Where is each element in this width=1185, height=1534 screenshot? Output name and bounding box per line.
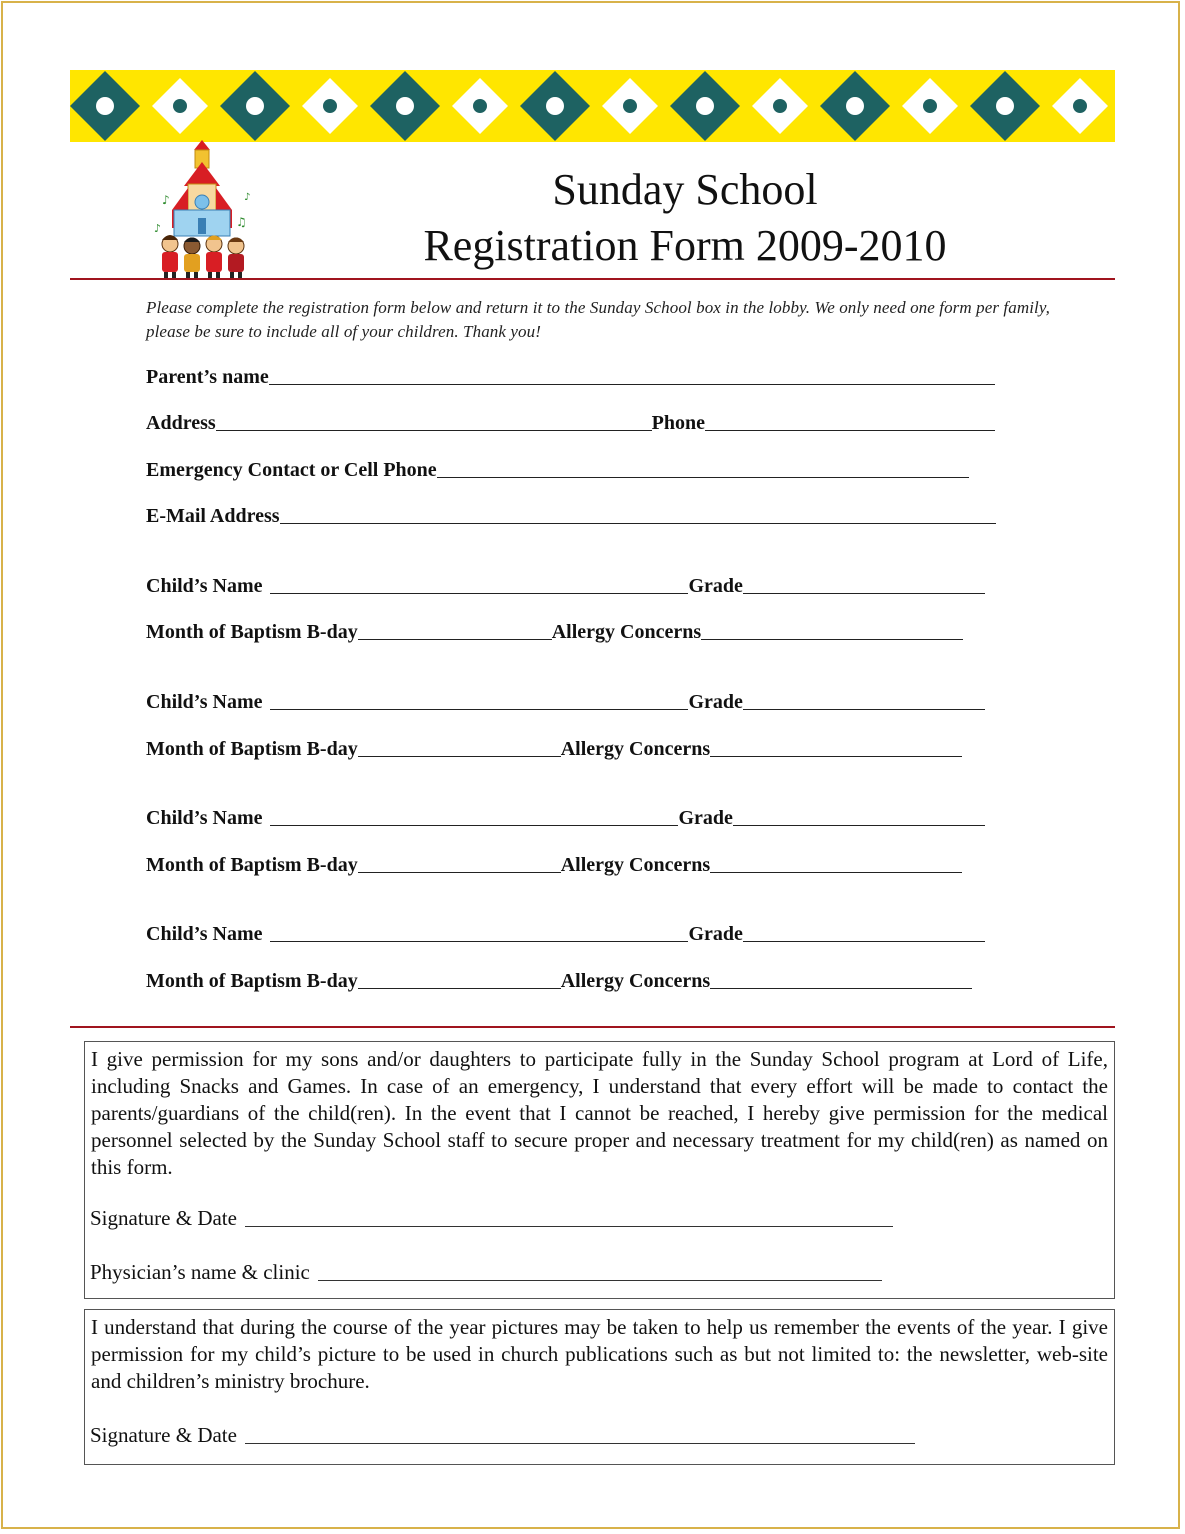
diamond-dot: [396, 97, 414, 115]
allergy-line[interactable]: [710, 872, 962, 873]
diamond-dot: [96, 97, 114, 115]
allergy-label: Allergy Concerns: [551, 621, 702, 643]
svg-text:♪: ♪: [154, 222, 162, 235]
church-with-children-clipart: [148, 140, 256, 278]
physician-label: Physician’s name & clinic: [90, 1260, 310, 1284]
child-3-name-grade: [146, 803, 985, 829]
grade-line[interactable]: [743, 941, 985, 942]
address-label: Address: [146, 412, 216, 434]
emergency-contact-label: Emergency Contact or Cell Phone: [146, 459, 437, 481]
child-name-line[interactable]: [270, 941, 688, 942]
allergy-line[interactable]: [710, 756, 962, 757]
address-line[interactable]: [216, 430, 652, 431]
section-divider: [70, 1026, 1115, 1028]
diamond-dot: [623, 99, 637, 113]
allergy-line[interactable]: [710, 988, 972, 989]
title-line-2: Registration Form 2009-2010: [423, 221, 947, 270]
signature-date-label: Signature & Date: [90, 1206, 237, 1230]
diamond-dot: [996, 97, 1014, 115]
child-4-baptism-allergy: [146, 966, 972, 992]
diamond-dot: [323, 99, 337, 113]
physician-line[interactable]: [318, 1280, 882, 1281]
intro-text: Please complete the registration form below and return it to the Sunday School box in the lobby. We only need one form per family, please be sure to include all of your children. Thank you!: [146, 298, 1050, 341]
baptism-label: Month of Baptism B-day: [146, 738, 358, 760]
allergy-label: Allergy Concerns: [560, 854, 711, 876]
diamond-banner: [70, 70, 1115, 142]
email-line[interactable]: [280, 523, 996, 524]
diamond-dot: [546, 97, 564, 115]
phone-line[interactable]: [705, 430, 995, 431]
address-phone-field: [146, 408, 995, 434]
diamond-dot: [773, 99, 787, 113]
photo-signature-date-label: Signature & Date: [90, 1423, 237, 1447]
title-line-1: Sunday School: [552, 165, 818, 214]
permission-text: I give permission for my sons and/or daughters to participate fully in the Sunday School program at Lord of Life, including Snacks and Games. In case of an emergency, I understand that every effort will be made to contact the parents/guardians of the child(ren). In the event that I cannot be reached, I hereby give permission for the medical personnel selected by the Sunday School staff to secure proper and necessary treatment for my child(ren) as named on this form.: [91, 1047, 1108, 1179]
permission-signature-row: [90, 1206, 893, 1230]
physician-row: [90, 1260, 882, 1284]
diamond-dot: [846, 97, 864, 115]
signature-date-line[interactable]: [245, 1226, 893, 1227]
diamond-dot: [923, 99, 937, 113]
child-2-baptism-allergy: [146, 734, 962, 760]
grade-label: Grade: [688, 575, 743, 597]
baptism-label: Month of Baptism B-day: [146, 970, 358, 992]
diamond-dot: [173, 99, 187, 113]
photo-permission-text: I understand that during the course of the year pictures may be taken to help us remember the events of the year. I give permission for my child’s picture to be used in church publications such as but not limited to: the newsletter, web-site and children’s ministry brochure.: [91, 1315, 1108, 1393]
emergency-contact-field: [146, 455, 969, 481]
svg-text:♪: ♪: [244, 192, 251, 203]
header-divider: [70, 278, 1115, 280]
baptism-line[interactable]: [358, 872, 561, 873]
diamond-dot: [696, 97, 714, 115]
baptism-line[interactable]: [358, 639, 552, 640]
child-name-label: Child’s Name: [146, 807, 263, 829]
baptism-label: Month of Baptism B-day: [146, 621, 358, 643]
parent-name-field: [146, 362, 995, 388]
grade-label: Grade: [688, 923, 743, 945]
svg-text:♪: ♪: [162, 193, 170, 207]
email-field: [146, 501, 996, 527]
diamond-dot: [1073, 99, 1087, 113]
grade-label: Grade: [688, 691, 743, 713]
child-4-name-grade: [146, 919, 985, 945]
parent-name-label: Parent’s name: [146, 366, 269, 388]
baptism-line[interactable]: [358, 988, 561, 989]
allergy-label: Allergy Concerns: [560, 970, 711, 992]
child-name-line[interactable]: [270, 709, 688, 710]
parent-name-line[interactable]: [269, 384, 995, 385]
allergy-label: Allergy Concerns: [560, 738, 711, 760]
child-name-label: Child’s Name: [146, 691, 263, 713]
child-name-label: Child’s Name: [146, 923, 263, 945]
diamond-dot: [473, 99, 487, 113]
baptism-label: Month of Baptism B-day: [146, 854, 358, 876]
phone-label: Phone: [651, 412, 705, 434]
child-1-baptism-allergy: [146, 617, 963, 643]
allergy-line[interactable]: [701, 639, 963, 640]
diamond-dot: [246, 97, 264, 115]
grade-line[interactable]: [733, 825, 985, 826]
child-name-label: Child’s Name: [146, 575, 263, 597]
child-1-name-grade: [146, 571, 985, 597]
emergency-contact-line[interactable]: [437, 477, 969, 478]
child-3-baptism-allergy: [146, 850, 962, 876]
grade-line[interactable]: [743, 709, 985, 710]
child-name-line[interactable]: [270, 593, 688, 594]
grade-line[interactable]: [743, 593, 985, 594]
baptism-line[interactable]: [358, 756, 561, 757]
child-name-line[interactable]: [270, 825, 678, 826]
grade-label: Grade: [678, 807, 733, 829]
email-label: E-Mail Address: [146, 505, 280, 527]
photo-signature-date-line[interactable]: [245, 1443, 915, 1444]
photo-signature-row: [90, 1423, 915, 1447]
child-2-name-grade: [146, 687, 985, 713]
svg-text:♫: ♫: [236, 215, 247, 229]
